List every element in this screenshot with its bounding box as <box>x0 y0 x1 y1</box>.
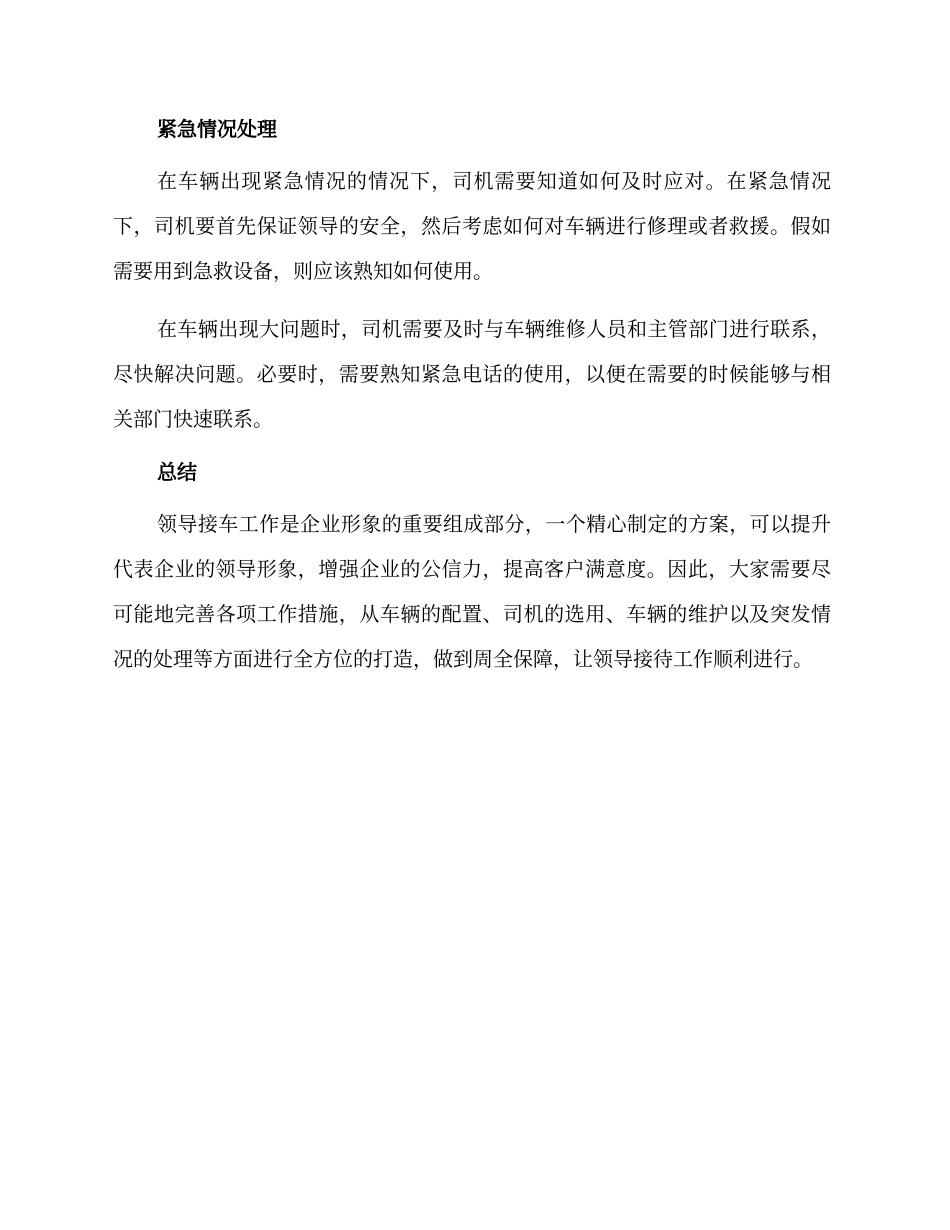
paragraph: 领导接车工作是企业形象的重要组成部分，一个精心制定的方案，可以提升代表企业的领导形象，增强企业的公信力，提高客户满意度。因此，大家需要尽可能地完善各项工作措施，从车辆的配置、司机的选用、车辆的维护以及突发情况的处理等方面进行全方位的打造，做到周全保障，让领导接待工作顺利进行。 <box>113 512 831 671</box>
paragraph: 在车辆出现紧急情况的情况下，司机需要知道如何及时应对。在紧急情况下，司机要首先保证领导的安全，然后考虑如何对车辆进行修理或者救援。假如需要用到急救设备，则应该熟知如何使用。 <box>113 169 831 283</box>
paragraph: 在车辆出现大问题时，司机需要及时与车辆维修人员和主管部门进行联系，尽快解决问题。必要时，需要熟知紧急电话的使用，以便在需要的时候能够与相关部门快速联系。 <box>113 317 831 431</box>
section-heading-summary: 总结 <box>157 460 197 484</box>
document-page <box>113 112 831 695</box>
section-heading-emergency: 紧急情况处理 <box>157 117 277 141</box>
